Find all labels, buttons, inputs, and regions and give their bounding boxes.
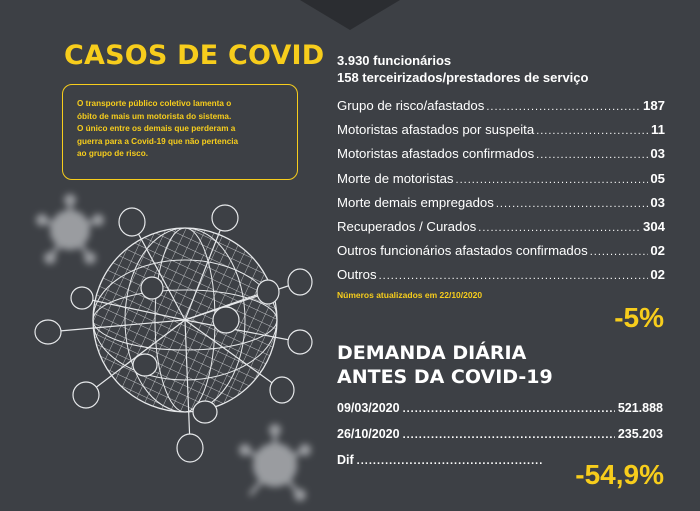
stat-label: Morte de motoristas xyxy=(337,170,454,186)
stats-list xyxy=(337,98,665,292)
note-line: O transporte público coletivo lamenta o xyxy=(77,99,232,108)
demand-title xyxy=(337,341,553,389)
dot-leader xyxy=(456,174,649,186)
stat-row xyxy=(337,243,665,267)
stat-value: 03 xyxy=(650,194,665,210)
demand-title-line: DEMANDA DIÁRIA xyxy=(337,342,527,364)
stat-label: Motoristas afastados confirmados xyxy=(337,146,535,162)
percent-badge: -5% xyxy=(614,302,664,333)
dot-leader xyxy=(536,125,649,137)
dot-leader xyxy=(496,198,648,210)
stat-row xyxy=(337,267,665,291)
dot-leader xyxy=(403,429,615,441)
stat-value: 11 xyxy=(651,122,665,138)
dot-leader xyxy=(403,403,615,415)
stat-label: Morte demais empregados xyxy=(337,194,494,210)
stat-value: 02 xyxy=(650,267,665,283)
dif-percent: -54,9% xyxy=(575,459,664,490)
demand-row xyxy=(337,401,663,427)
updated-note: Números atualizados em 22/10/2020 xyxy=(337,290,483,300)
note-line: guerra para a Covid-19 que não pertencia xyxy=(77,136,239,146)
demand-date: 09/03/2020 xyxy=(337,401,400,415)
employees-count: 3.930 funcionários xyxy=(337,53,452,68)
blurred-virus-icon xyxy=(36,194,104,264)
dot-leader xyxy=(590,246,649,258)
stat-row xyxy=(337,219,665,243)
note-line: O único entre os demais que perderam a xyxy=(77,124,236,133)
coronavirus-illustration xyxy=(0,180,330,511)
demand-value: 235.203 xyxy=(617,427,663,441)
stat-label: Motoristas afastados por suspeita xyxy=(337,122,535,138)
stat-row xyxy=(337,195,665,219)
stat-value: 05 xyxy=(650,170,665,186)
stat-row xyxy=(337,98,665,122)
stat-row xyxy=(337,146,665,170)
dif-label: Dif xyxy=(337,453,354,467)
dot-leader xyxy=(357,455,544,467)
dot-leader xyxy=(379,270,649,282)
top-notch xyxy=(300,0,400,30)
demand-title-line: ANTES DA COVID-19 xyxy=(337,366,553,388)
employee-totals xyxy=(337,52,657,86)
stat-label: Recuperados / Curados xyxy=(337,218,477,234)
blurred-virus-icon xyxy=(239,424,311,501)
page-title: CASOS DE COVID xyxy=(64,40,325,71)
stat-value: 304 xyxy=(642,218,665,234)
demand-row xyxy=(337,427,663,453)
note-line: óbito de mais um motorista do sistema. xyxy=(77,111,232,121)
stat-label: Grupo de risco/afastados xyxy=(337,98,485,113)
stat-label: Outros xyxy=(337,267,377,283)
demand-dif-row xyxy=(337,453,547,479)
stat-row xyxy=(337,122,665,146)
note-line: ao grupo de risco. xyxy=(77,149,148,158)
contractors-count: 158 terceirizados/prestadores de serviço xyxy=(337,70,589,85)
stat-row xyxy=(337,171,665,195)
dot-leader xyxy=(478,222,641,234)
stat-value: 187 xyxy=(642,98,665,113)
demand-value: 521.888 xyxy=(617,401,663,415)
dot-leader xyxy=(536,149,648,161)
note-box xyxy=(62,84,298,180)
dot-leader xyxy=(486,101,641,113)
stat-value: 02 xyxy=(650,243,665,259)
stat-label: Outros funcionários afastados confirmados xyxy=(337,243,588,259)
demand-date: 26/10/2020 xyxy=(337,427,400,441)
stat-value: 03 xyxy=(650,146,665,162)
